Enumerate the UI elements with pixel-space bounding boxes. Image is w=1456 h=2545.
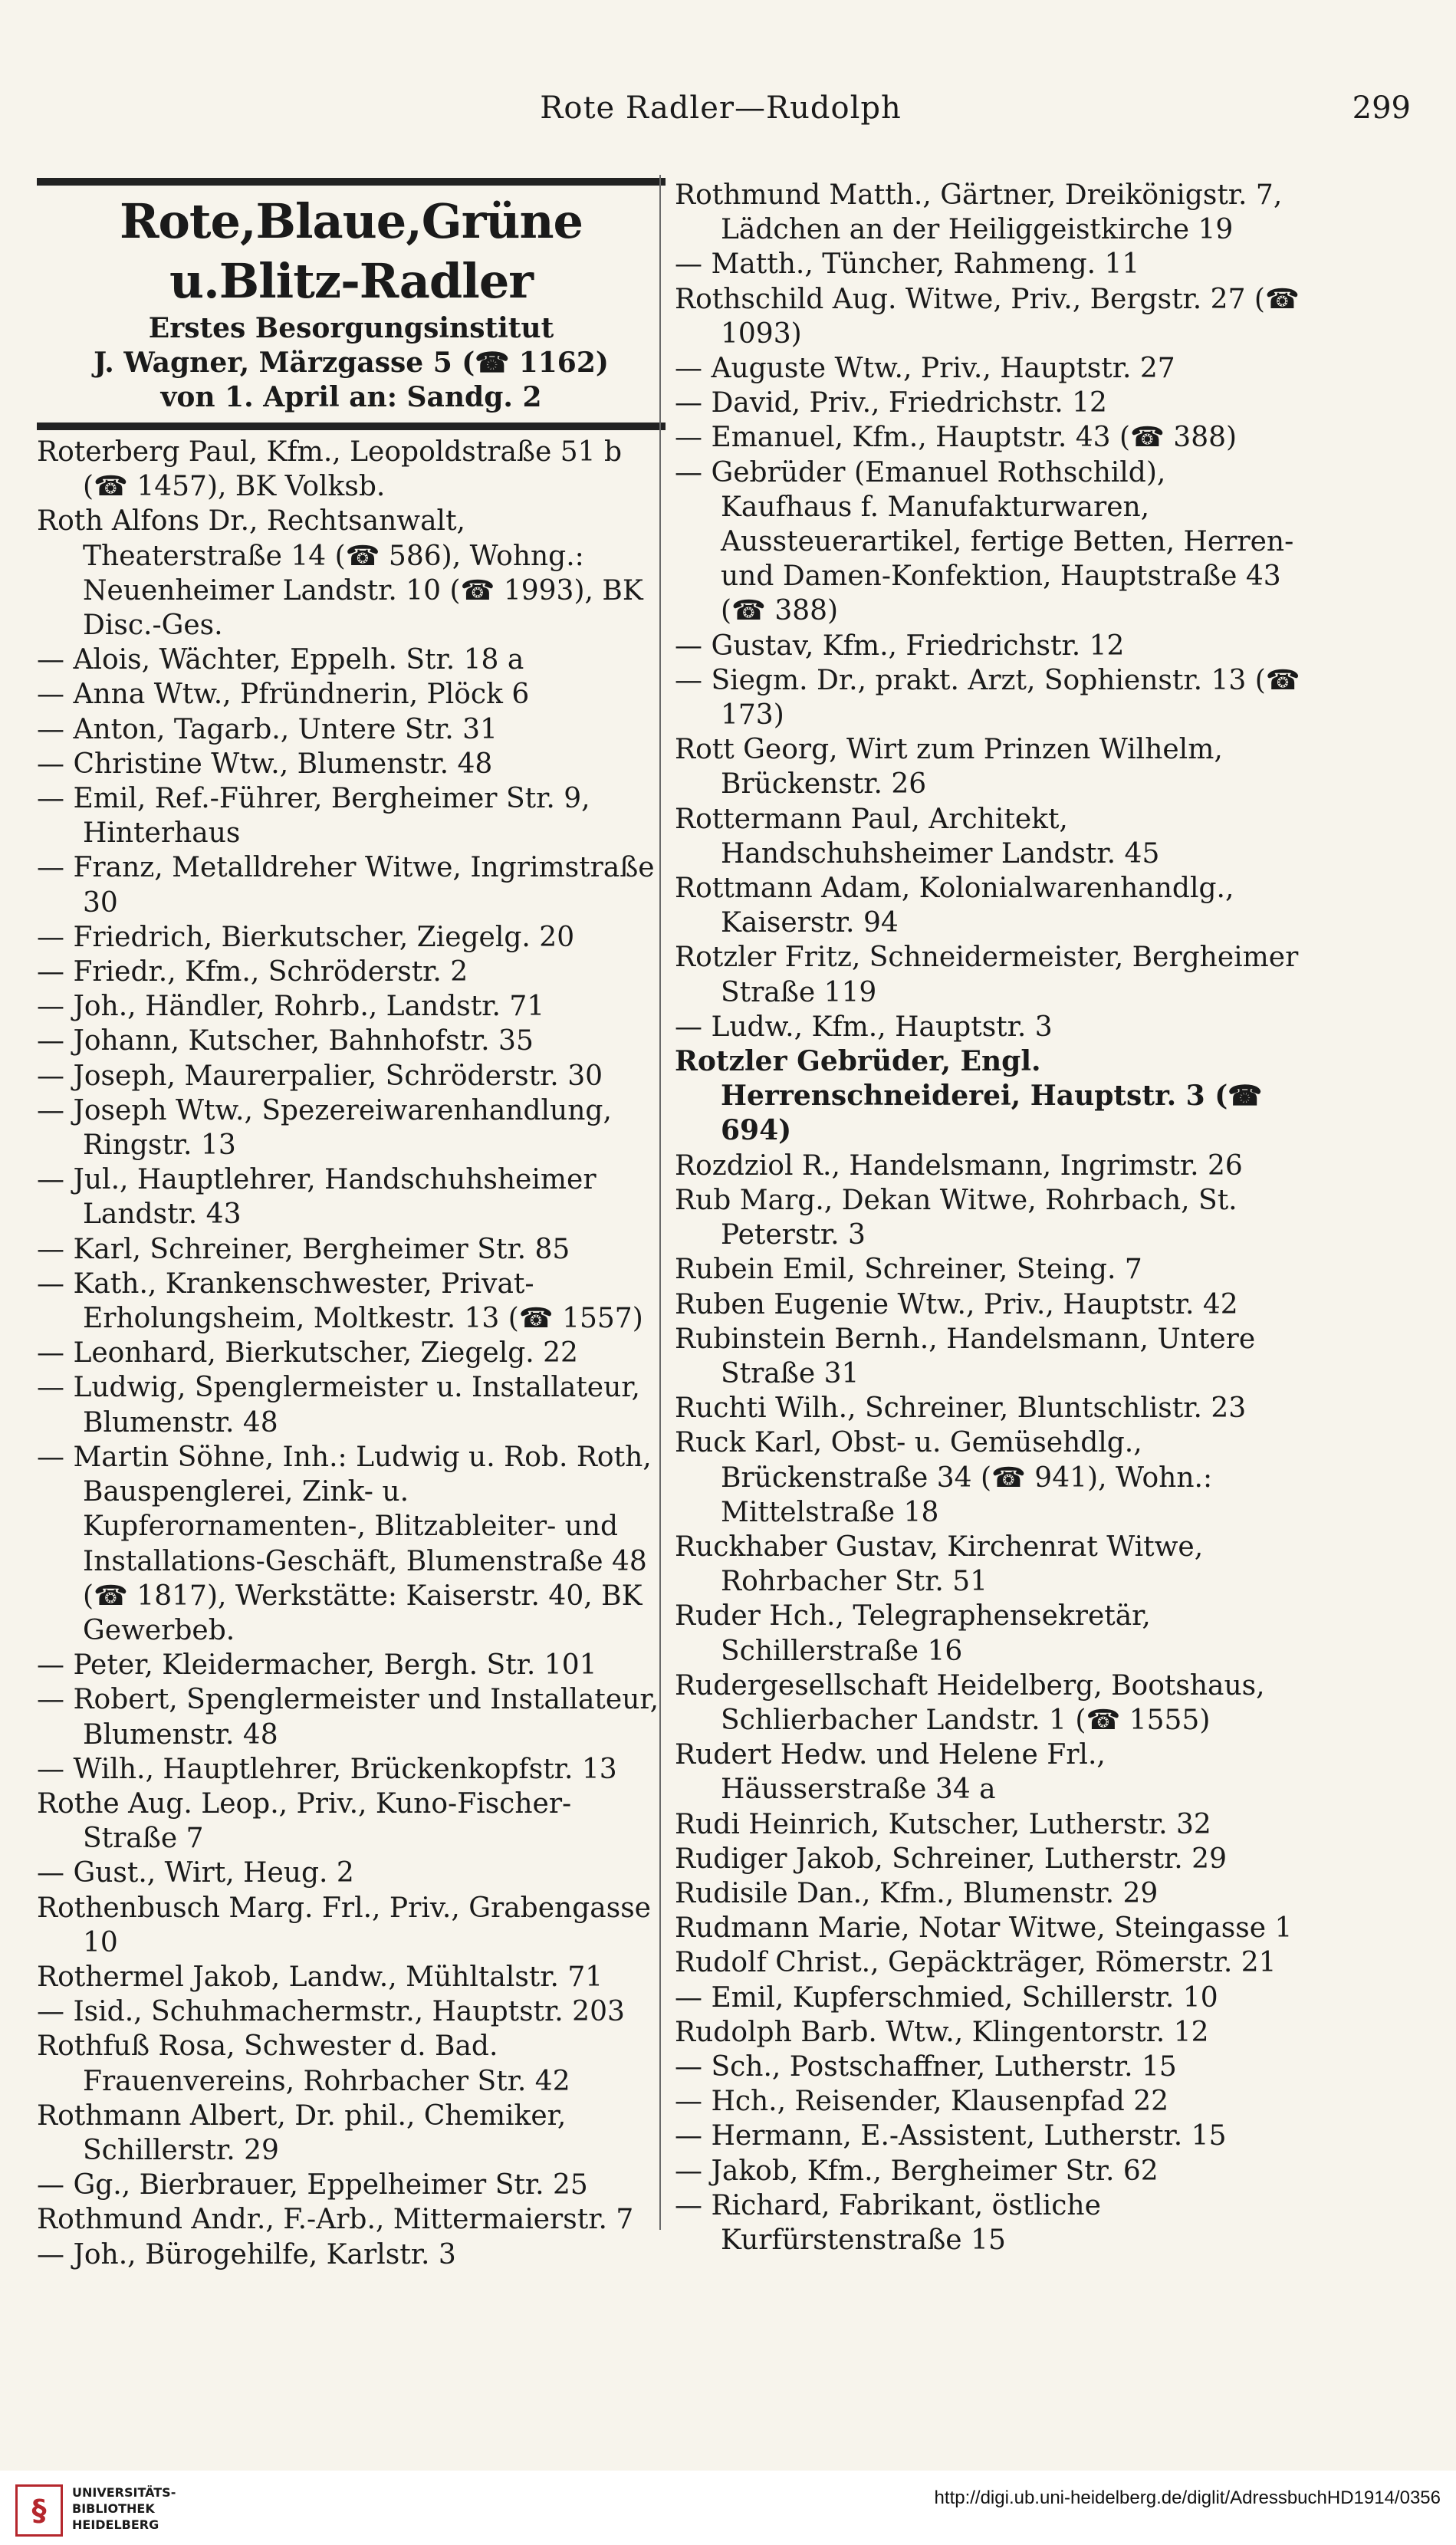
directory-entry: Ruckhaber Gustav, Kirchenrat Witwe, Rohrbacher Str. 51 — [675, 1531, 1204, 1598]
directory-entry: Rothe Aug. Leop., Priv., Kuno-Fischer-Straße 7 — [37, 1787, 572, 1855]
directory-entry: Rothmund Andr., F.-Arb., Mittermaierstr. 7 — [37, 2204, 634, 2236]
directory-entry: — Peter, Kleidermacher, Bergh. Str. 101 — [37, 1649, 597, 1682]
source-url-link[interactable]: http://digi.ub.uni-heidelberg.de/diglit/AdressbuchHD1914/0356 — [934, 2487, 1441, 2508]
directory-entry: Roth Alfons Dr., Rechtsanwalt, Theaterstraße 14 (☎ 586), Wohng.: Neuenheimer Landstr. 10 (☎ 1993), BK Disc.-Ges. — [37, 505, 643, 642]
directory-entry: Rottmann Adam, Kolonialwarenhandlg., Kaiserstr. 94 — [675, 873, 1234, 939]
directory-entry: — Emil, Kupferschmied, Schillerstr. 10 — [675, 1981, 1218, 2014]
directory-entry: — Hermann, E.-Assistent, Lutherstr. 15 — [675, 2120, 1227, 2152]
directory-entry: — Johann, Kutscher, Bahnhofstr. 35 — [37, 1025, 534, 1057]
directory-entry: — Franz, Metalldreher Witwe, Ingrimstraße 30 — [37, 852, 655, 919]
running-title: Rote Radler—Rudolph — [540, 90, 902, 126]
directory-entry: — Jakob, Kfm., Bergheimer Str. 62 — [675, 2155, 1159, 2187]
directory-entry: — Emanuel, Kfm., Hauptstr. 43 (☎ 388) — [675, 422, 1237, 454]
directory-entry: Ruck Karl, Obst- u. Gemüsehdlg., Brückenstraße 34 (☎ 941), Wohn.: Mittelstraße 18 — [675, 1427, 1213, 1528]
directory-entry: Rothenbusch Marg. Frl., Priv., Grabengasse 10 — [37, 1892, 651, 1958]
directory-entry: — Richard, Fabrikant, östliche Kurfürstenstraße 15 — [675, 2189, 1101, 2256]
logo-text-line-1: UNIVERSITÄTS- — [72, 2485, 176, 2500]
directory-entry: — Leonhard, Bierkutscher, Ziegelg. 22 — [37, 1337, 578, 1369]
directory-entry: Rudolf Christ., Gepäckträger, Römerstr. 21 — [675, 1947, 1277, 1979]
directory-entry: — Friedrich, Bierkutscher, Ziegelg. 20 — [37, 921, 575, 953]
directory-entry: Rotzler Gebrüder, Engl. Herrenschneiderei, Hauptstr. 3 (☎ 694) — [675, 1045, 1263, 1147]
directory-entry: — Martin Söhne, Inh.: Ludwig u. Rob. Roth, Bauspenglerei, Zink- u. Kupferornamenten-, Blitzableiter- und Installations-Geschäft, Blumenstraße 48 (☎ 1817), Werkstätte: Kaiserstr. 40, BK Gewerbeb. — [37, 1441, 652, 1646]
directory-entry: — Wilh., Hauptlehrer, Brückenkopfstr. 13 — [37, 1753, 617, 1785]
directory-entry: — Gg., Bierbrauer, Eppelheimer Str. 25 — [37, 2169, 588, 2201]
directory-entry: — Joseph, Maurerpalier, Schröderstr. 30 — [37, 1060, 603, 1092]
directory-entry: Rudergesellschaft Heidelberg, Bootshaus, Schlierbacher Landstr. 1 (☎ 1555) — [675, 1669, 1265, 1736]
directory-entry: Rothfuß Rosa, Schwester d. Bad. Frauenvereins, Rohrbacher Str. 42 — [37, 2030, 570, 2097]
ad-address: J. Wagner, Märzgasse 5 (☎ 1162) — [94, 347, 609, 379]
directory-entry: — Alois, Wächter, Eppelh. Str. 18 a — [37, 644, 524, 676]
directory-entry: — Joh., Händler, Rohrb., Landstr. 71 — [37, 991, 545, 1023]
directory-entry: Rothermel Jakob, Landw., Mühltalstr. 71 — [37, 1961, 603, 1993]
directory-entry: Rudisile Dan., Kfm., Blumenstr. 29 — [675, 1877, 1159, 1909]
directory-entry: Rottermann Paul, Architekt, Handschuhsheimer Landstr. 45 — [675, 803, 1160, 870]
directory-entry: Rubein Emil, Schreiner, Steing. 7 — [675, 1254, 1142, 1286]
directory-entry: — Joh., Bürogehilfe, Karlstr. 3 — [37, 2238, 456, 2270]
directory-entry: Roterberg Paul, Kfm., Leopoldstraße 51 b (☎ 1457), BK Volksb. — [37, 436, 623, 503]
logo-text-line-2: BIBLIOTHEK — [72, 2501, 155, 2516]
directory-entry: Rothmann Albert, Dr. phil., Chemiker, Schillerstr. 29 — [37, 2099, 567, 2166]
directory-entry: Rothmund Matth., Gärtner, Dreikönigstr. 7, Lädchen an der Heiliggeistkirche 19 — [675, 179, 1283, 246]
directory-entry: — Joseph Wtw., Spezereiwarenhandlung, Ringstr. 13 — [37, 1094, 612, 1162]
directory-entry: — Anton, Tagarb., Untere Str. 31 — [37, 713, 498, 745]
directory-entry: — Robert, Spenglermeister und Installateur, Blumenstr. 48 — [37, 1684, 659, 1751]
logo-text-line-3: HEIDELBERG — [72, 2517, 159, 2532]
directory-entry: — Isid., Schuhmachermstr., Hauptstr. 203 — [37, 1996, 625, 2028]
directory-entry: — Hch., Reisender, Klausenpfad 22 — [675, 2086, 1169, 2118]
directory-entry: — Christine Wtw., Blumenstr. 48 — [37, 748, 493, 780]
directory-entry: Ruben Eugenie Wtw., Priv., Hauptstr. 42 — [675, 1288, 1238, 1320]
left-column — [37, 178, 666, 2272]
directory-entry: Rudiger Jakob, Schreiner, Lutherstr. 29 — [675, 1843, 1227, 1875]
directory-entry: — Matth., Tüncher, Rahmeng. 11 — [675, 248, 1140, 281]
directory-entry: Rott Georg, Wirt zum Prinzen Wilhelm, Brückenstr. 26 — [675, 734, 1223, 801]
directory-entry: Rubinstein Bernh., Handelsmann, Untere Straße 31 — [675, 1323, 1256, 1389]
directory-entry: Rudolph Barb. Wtw., Klingentorstr. 12 — [675, 2016, 1209, 2048]
directory-entry: — Gust., Wirt, Heug. 2 — [37, 1857, 354, 1889]
right-entry-list — [675, 178, 1303, 2257]
directory-entry: Rudert Hedw. und Helene Frl., Häusserstraße 34 a — [675, 1739, 1106, 1806]
page-number: 299 — [1352, 90, 1411, 126]
directory-entry: — Ludw., Kfm., Hauptstr. 3 — [675, 1011, 1053, 1043]
directory-entry: — David, Priv., Friedrichstr. 12 — [675, 387, 1107, 419]
directory-entry: Ruchti Wilh., Schreiner, Bluntschlistr. 23 — [675, 1393, 1247, 1425]
left-entry-list — [37, 435, 666, 2272]
ad-subtitle: Erstes Besorgungsinstitut — [148, 312, 554, 344]
directory-entry: — Anna Wtw., Pfründnerin, Plöck 6 — [37, 679, 530, 711]
directory-entry: Rothschild Aug. Witwe, Priv., Bergstr. 27 (☎ 1093) — [675, 283, 1300, 350]
directory-entry: Rozdziol R., Handelsmann, Ingrimstr. 26 — [675, 1149, 1243, 1182]
directory-entry: Ruder Hch., Telegraphensekretär, Schillerstraße 16 — [675, 1600, 1151, 1667]
directory-entry: — Emil, Ref.-Führer, Bergheimer Str. 9, Hinterhaus — [37, 783, 590, 850]
directory-entry: — Auguste Wtw., Priv., Hauptstr. 27 — [675, 353, 1175, 385]
directory-entry: — Sch., Postschaffner, Lutherstr. 15 — [675, 2050, 1177, 2083]
directory-entry: Rub Marg., Dekan Witwe, Rohrbach, St. Peterstr. 3 — [675, 1184, 1237, 1251]
ad-new-address: von 1. April an: Sandg. 2 — [160, 381, 542, 413]
directory-entry: — Friedr., Kfm., Schröderstr. 2 — [37, 956, 468, 988]
page-header — [31, 90, 1411, 136]
directory-entry: — Ludwig, Spenglermeister u. Installateur, Blumenstr. 48 — [37, 1372, 640, 1439]
directory-entry: — Jul., Hauptlehrer, Handschuhsheimer Landstr. 43 — [37, 1164, 597, 1231]
directory-entry: — Gebrüder (Emanuel Rothschild), Kaufhaus f. Manufakturwaren, Aussteuerartikel, fertige Betten, Herren- und Damen-Konfektion, Hauptstraße 43 (☎ 388) — [675, 456, 1294, 627]
directory-entry: Rudi Heinrich, Kutscher, Lutherstr. 32 — [675, 1808, 1211, 1840]
right-column — [675, 178, 1303, 2257]
directory-entry: — Gustav, Kfm., Friedrichstr. 12 — [675, 630, 1125, 662]
column-divider — [659, 175, 661, 2230]
directory-entry: — Kath., Krankenschwester, Privat-Erholungsheim, Moltkestr. 13 (☎ 1557) — [37, 1268, 643, 1335]
directory-entry: Rudmann Marie, Notar Witwe, Steingasse 1 — [675, 1912, 1293, 1945]
footer-bar — [0, 2471, 1456, 2545]
directory-entry: — Karl, Schreiner, Bergheimer Str. 85 — [37, 1233, 570, 1265]
ad-headline: Rote,Blaue,Grüne u.Blitz-Radler — [120, 193, 583, 309]
library-logo-icon: § — [15, 2484, 63, 2537]
advertisement-box — [37, 178, 666, 430]
directory-entry: Rotzler Fritz, Schneidermeister, Bergheimer Straße 119 — [675, 942, 1299, 1008]
directory-entry: — Siegm. Dr., prakt. Arzt, Sophienstr. 13 (☎ 173) — [675, 664, 1300, 732]
library-logo-text — [72, 2484, 176, 2533]
